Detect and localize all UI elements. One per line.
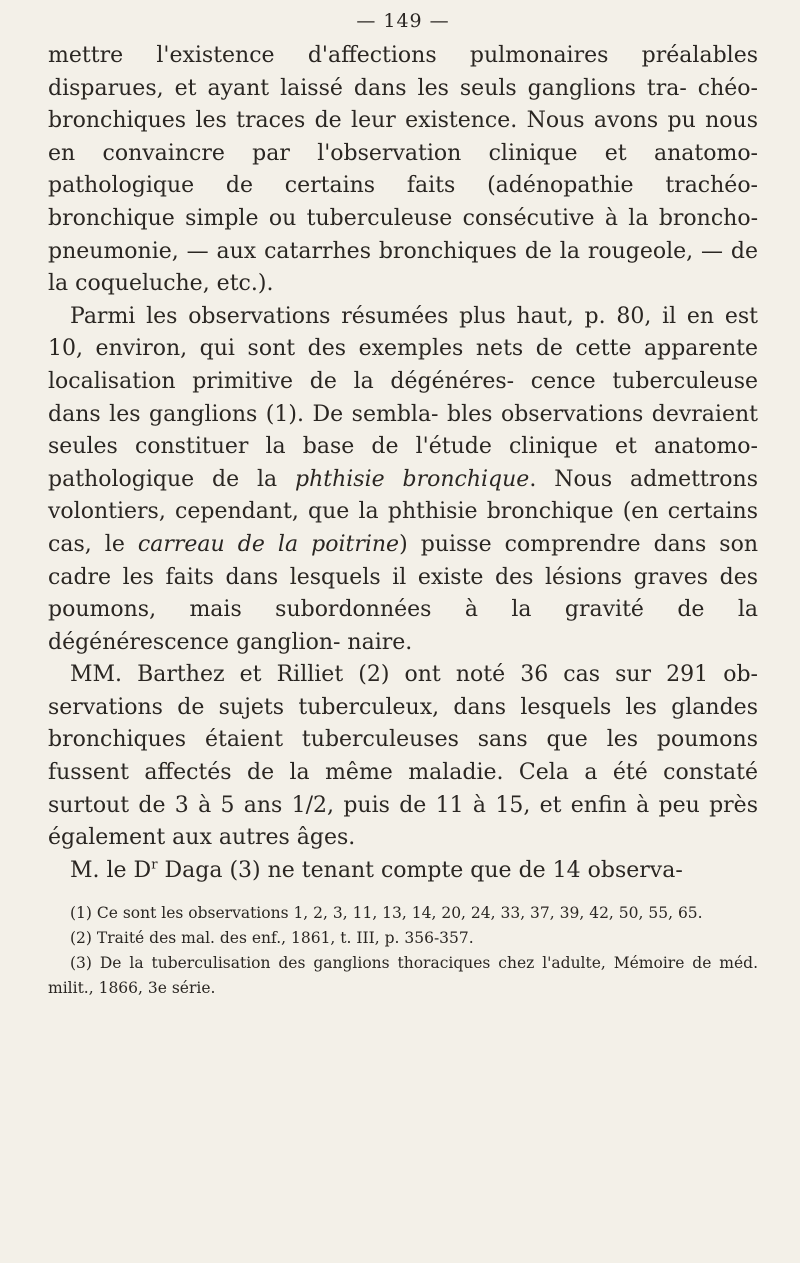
paragraph-4-part-1: M. le D	[70, 857, 152, 883]
book-page	[48, 10, 758, 1001]
paragraph-2-part-2: . Nous admettrons volontiers, cependant, que la phthisie bronchique (en certains cas, le	[48, 466, 758, 557]
paragraph-2-part-1: Parmi les observations résumées plus haut, p. 80, il en est 10, environ, qui sont des exemples nets de cette apparente localisation primitive de la dégénéres- cence tuberculeuse dans les ganglions (1). De sembla- bles observations devraient seules constituer la base de l'étude clinique et anatomo-pathologique de la	[48, 303, 758, 492]
paragraph-1: mettre l'existence d'affections pulmonaires préalables disparues, et ayant laissé dans les seuls ganglions tra- chéo-bronchiques les traces de leur existence. Nous avons pu nous en convaincre par l'observation clinique et anatomo-pathologique de certains faits (adénopathie trachéo-bronchique simple ou tuberculeuse consécutive à la broncho-pneumonie, — aux catarrhes bronchiques de la rougeole, — de la coqueluche, etc.).	[48, 43, 758, 297]
paragraph-3: MM. Barthez et Rilliet (2) ont noté 36 cas sur 291 ob- servations de sujets tuberculeux, dans lesquels les glandes bronchiques étaient tuberculeuses sans que les poumons fussent affectés de la même maladie. Cela a été constaté surtout de 3 à 5 ans 1/2, puis de 11 à 15, et enfin à peu près également aux autres âges.	[48, 662, 758, 851]
superscript-r: r	[151, 857, 158, 873]
footnote-2: (2) Traité des mal. des enf., 1861, t. III, p. 356-357.	[70, 929, 474, 948]
footnotes	[48, 901, 758, 1001]
footnote-1: (1) Ce sont les observations 1, 2, 3, 11, 13, 14, 20, 24, 33, 37, 39, 42, 50, 55, 65.	[70, 904, 703, 923]
main-text	[48, 40, 758, 887]
page-number: — 149 —	[356, 10, 450, 32]
paragraph-2-part-3: ) puisse comprendre dans son cadre les faits dans lesquels il existe des lésions graves des poumons, mais subordonnées à la gravité de la dégénérescence ganglion- naire.	[48, 531, 758, 655]
paragraph-2	[48, 301, 758, 660]
paragraph-4-part-2: Daga (3) ne tenant compte que de 14 observa-	[157, 857, 683, 883]
paragraph-4	[48, 855, 758, 888]
footnote-3: (3) De la tuberculisation des ganglions thoraciques chez l'adulte, Mémoire de méd. milit., 1866, 3e série.	[48, 954, 758, 998]
italic-term-carreau: carreau de la poitrine	[137, 531, 400, 557]
italic-term-phthisie: phthisie bronchique	[295, 466, 530, 492]
